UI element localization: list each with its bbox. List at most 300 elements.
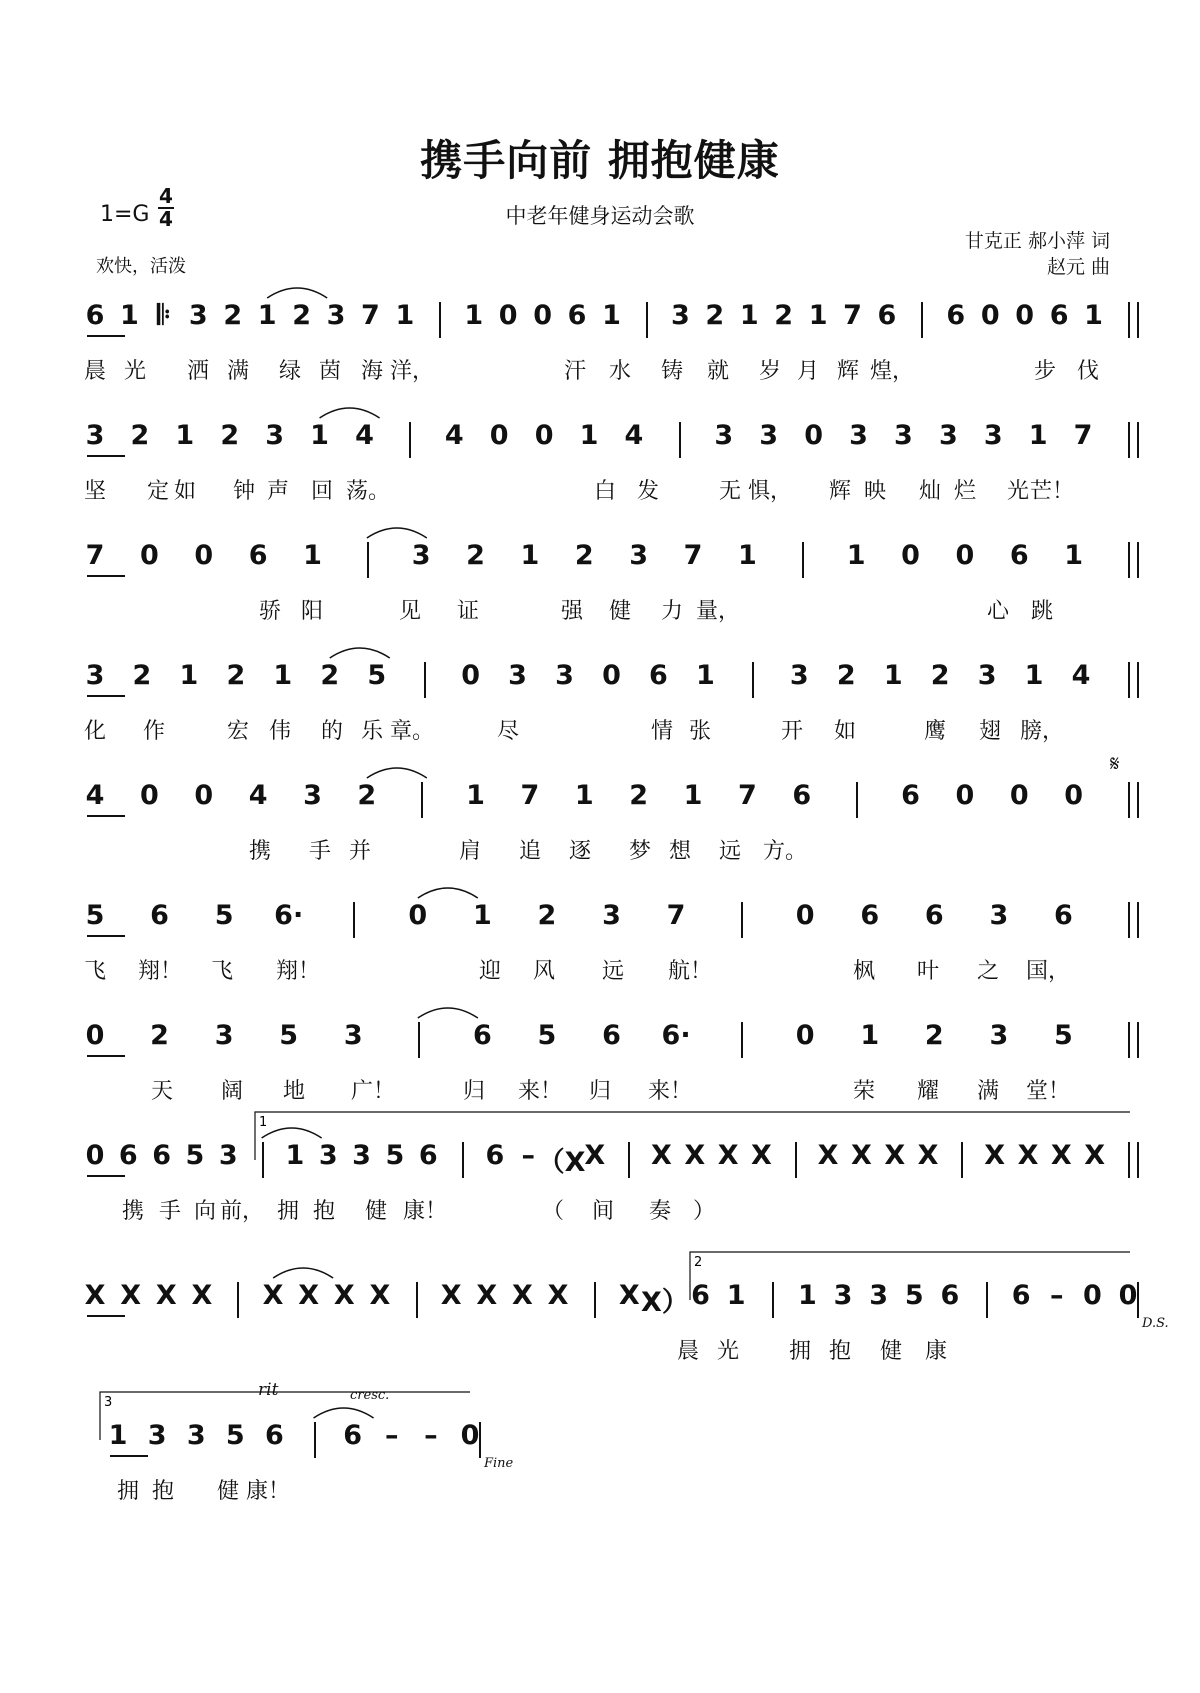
note: 2 (223, 300, 243, 331)
note: 4 (85, 780, 105, 811)
note: 6 (792, 780, 812, 811)
note: 0 (194, 780, 214, 811)
lyric-syllable: 强 (560, 599, 584, 624)
note: 1 (1084, 300, 1103, 331)
lyric-syllable: 归 (588, 1079, 612, 1104)
lyric-syllable: 心 (986, 599, 1010, 624)
slur (330, 648, 390, 658)
lyric-syllable: 远 (601, 959, 625, 984)
note: 3 (85, 660, 105, 691)
lyric-syllable: 发 (636, 479, 660, 504)
lyric-syllable: 飞 (210, 959, 234, 984)
note: 3 (849, 420, 868, 451)
note: 6 (691, 1280, 710, 1311)
lyric-syllable: 乐 (360, 719, 384, 744)
lyric-syllable: ） (692, 1199, 716, 1224)
note: 6 (924, 900, 944, 931)
note: 6 (248, 540, 268, 571)
note: 3 (602, 900, 621, 931)
note: X (884, 1140, 906, 1171)
note: 5 (537, 1020, 557, 1051)
note: 6 (649, 660, 668, 691)
meter-bottom: 4 (159, 207, 173, 231)
note: 3 (214, 1020, 234, 1051)
note: 0 (795, 1020, 815, 1051)
note: 3 (714, 420, 734, 451)
volta-number: 3 (104, 1395, 113, 1410)
note: 6 (567, 300, 587, 331)
note: 0 (408, 900, 428, 931)
lyric-syllable: 膀， (1019, 719, 1065, 744)
lyric-syllable: 如 (173, 479, 197, 504)
lyric-syllable: 堂！ (1025, 1079, 1071, 1104)
note: 7 (683, 540, 703, 571)
note: 0 (85, 1140, 105, 1171)
lyric-syllable: 荡。 (345, 479, 391, 504)
note: 1 (738, 540, 757, 571)
note: X (984, 1140, 1006, 1171)
lyric-syllable: 荣 (852, 1079, 876, 1104)
note: 0 (489, 420, 509, 451)
lyric-syllable: 康！ (402, 1199, 448, 1224)
lyric-syllable: 步 (1033, 359, 1057, 384)
lyric-syllable: 惧， (747, 479, 793, 504)
slur (262, 1128, 322, 1138)
note: 0 (1009, 780, 1029, 811)
lyric-syllable: 地 (282, 1079, 306, 1104)
lyric-syllable: 康 (924, 1339, 948, 1364)
song-title: 携手向前 拥抱健康 (420, 136, 780, 185)
lyric-syllable: 健 (364, 1199, 388, 1224)
note: 1 (1028, 420, 1048, 451)
lyric-syllable: （ (541, 1199, 565, 1224)
lyric-syllable: 之 (976, 959, 1000, 984)
note: 7 (361, 300, 380, 331)
note: X (1017, 1140, 1039, 1171)
note: 7 (843, 300, 862, 331)
lyric-syllable: 证 (456, 599, 480, 624)
lyric-syllable: 航！ (667, 959, 713, 984)
note: 0 (194, 540, 214, 571)
lyric-syllable: 辉 (836, 359, 860, 384)
note: 1 (798, 1280, 817, 1311)
note: 0 (85, 1020, 105, 1051)
lyric-syllable: 洋， (389, 359, 435, 384)
note: 3 (555, 660, 574, 691)
note: – (1050, 1280, 1064, 1311)
note: 2 (629, 780, 649, 811)
note: 3 (869, 1280, 889, 1311)
lyric-syllable: 辉 (828, 479, 852, 504)
note: 5 (85, 900, 105, 931)
lyric-syllable: 伟 (268, 719, 292, 744)
note: 3 (789, 660, 809, 691)
note: – (521, 1140, 535, 1171)
note: X (84, 1280, 106, 1311)
note: 1 (179, 660, 199, 691)
volta-bracket (690, 1252, 1130, 1300)
lyric-syllable: 肩 (458, 839, 482, 864)
note: 0 (139, 780, 159, 811)
note: 1 (257, 300, 277, 331)
note: 1 (303, 540, 322, 571)
lyric-syllable: 汗 (563, 359, 587, 384)
note: X (751, 1140, 772, 1171)
note: X (476, 1280, 498, 1311)
song-subtitle: 中老年健身运动会歌 (505, 204, 695, 228)
note: 7 (666, 900, 686, 931)
lyric-syllable: 灿 (918, 479, 942, 504)
lyric-syllable: 光 (123, 359, 147, 384)
note: 1 (579, 420, 599, 451)
note: 6 (940, 1280, 960, 1311)
note: X (917, 1140, 939, 1171)
lyric-syllable: 归 (462, 1079, 486, 1104)
note: 4 (355, 420, 374, 451)
lyric-syllable: 叶 (916, 959, 940, 984)
note: 3 (508, 660, 527, 691)
note: 3 (85, 420, 105, 451)
lyric-syllable: 烂 (953, 479, 977, 504)
slur (367, 528, 427, 538)
note: 1 (683, 780, 703, 811)
lyric-syllable: 翔！ (275, 959, 321, 984)
note: 1 (1064, 540, 1084, 571)
lyric-syllable: 风 (532, 959, 556, 984)
lyric-syllable: 宏 (226, 719, 250, 744)
note: 1 (273, 660, 293, 691)
lyric-syllable: 绿 (278, 359, 302, 384)
note: X (817, 1140, 839, 1171)
lyric-syllable: 海 (360, 359, 384, 384)
note: 5 (385, 1140, 405, 1171)
lyric-syllable: 向 (193, 1199, 217, 1224)
lyric-syllable: 伐 (1076, 359, 1100, 384)
lyric-syllable: 定 (146, 479, 170, 504)
lyric-syllable: 洒 (186, 359, 210, 384)
note: 4 (624, 420, 644, 451)
composer-credit: 赵元 曲 (1046, 256, 1110, 278)
note: 2 (466, 540, 485, 571)
lyric-syllable: 光 (716, 1339, 740, 1364)
lyric-syllable: 方。 (762, 839, 808, 864)
note: 1 (285, 1140, 305, 1171)
lyric-syllable: 月 (796, 359, 820, 384)
note: X (155, 1280, 177, 1311)
end-mark: Fine (484, 1456, 514, 1471)
note: 2 (574, 540, 594, 571)
lyric-syllable: 回 (310, 479, 334, 504)
note: 1 (846, 540, 866, 571)
note: 6 (150, 900, 169, 931)
lyric-syllable: 满 (976, 1079, 1000, 1104)
lyric-syllable: 满 (226, 359, 250, 384)
note: 0 (498, 300, 518, 331)
note: 3 (147, 1420, 167, 1451)
lyric-syllable: 尽 (496, 719, 520, 744)
note: X (298, 1280, 320, 1311)
volta-bracket (100, 1392, 470, 1440)
lyric-syllable: 作 (142, 719, 166, 744)
note: 6 (343, 1420, 363, 1451)
slur (418, 888, 478, 898)
lyric-syllable: 拥 (276, 1199, 300, 1224)
note: 6 (877, 300, 897, 331)
note: 2 (150, 1020, 169, 1051)
lyric-syllable: 迎 (478, 959, 502, 984)
note: 0 (534, 420, 554, 451)
note: 6 (602, 1020, 621, 1051)
note: 2 (774, 300, 794, 331)
lyric-syllable: 茵 (318, 359, 342, 384)
lyric-syllable: 追 (518, 839, 542, 864)
note: 6 (1009, 540, 1029, 571)
lyric-syllable: 鹰 (923, 719, 947, 744)
note: X (369, 1280, 391, 1311)
lyric-syllable: 映 (863, 479, 887, 504)
rit-marking: rit (258, 1380, 279, 1400)
lyric-syllable: 飞 (83, 959, 107, 984)
note: 1 (472, 900, 492, 931)
note: X (684, 1140, 706, 1171)
note: 1 (883, 660, 903, 691)
note: 0 (795, 900, 815, 931)
note: 0 (804, 420, 823, 451)
lyric-syllable: 就 (706, 359, 730, 384)
note: 1 (696, 660, 715, 691)
lyric-syllable: 前， (219, 1199, 265, 1224)
note: X (440, 1280, 462, 1311)
note: 3 (411, 540, 431, 571)
lyric-syllable: 如 (833, 719, 857, 744)
lyric-syllable: 拥 (116, 1479, 140, 1504)
cresc-marking: cresc. (350, 1388, 390, 1403)
note: 1 (520, 540, 540, 571)
lyric-syllable: 广！ (350, 1079, 396, 1104)
lyric-syllable: 白 (593, 479, 617, 504)
note: X (1050, 1140, 1072, 1171)
end-mark: D.S. (1142, 1316, 1169, 1331)
note: X (333, 1280, 355, 1311)
note: 𝄆 (157, 300, 171, 331)
lyric-syllable: 水 (608, 359, 632, 384)
note: 7 (1073, 420, 1093, 451)
lyric-syllable: 间 (591, 1199, 615, 1224)
lyric-syllable: 钟 (232, 479, 256, 504)
lyric-syllable: 逐 (568, 839, 592, 864)
lyric-syllable: 国， (1025, 959, 1071, 984)
lyric-syllable: 康！ (245, 1479, 291, 1504)
lyric-syllable: 晨 (676, 1339, 700, 1364)
lyric-syllable: 梦 (628, 839, 652, 864)
note: X (651, 1140, 672, 1171)
note: 0 (602, 660, 621, 691)
note: X (1084, 1140, 1106, 1171)
note: X (120, 1280, 142, 1311)
note: 1 (1024, 660, 1044, 691)
note: 1 (120, 300, 139, 331)
volta-number: 2 (694, 1255, 703, 1270)
note: 4 (444, 420, 464, 451)
note: 3 (352, 1140, 371, 1171)
note: 3 (318, 1140, 338, 1171)
lyric-syllable: 骄 (258, 599, 282, 624)
note: 0 (901, 540, 920, 571)
note: 1 (395, 300, 415, 331)
note: 5 (225, 1420, 245, 1451)
note: 7 (738, 780, 757, 811)
note: 6 (1049, 300, 1069, 331)
note: 7 (520, 780, 540, 811)
lyric-syllable: 耀 (916, 1079, 940, 1104)
note: （X (537, 1147, 586, 1178)
note: 6· (661, 1020, 691, 1051)
lyric-syllable: 抱 (312, 1199, 336, 1224)
slur (367, 768, 427, 778)
note: 2 (537, 900, 557, 931)
note: 1 (739, 300, 759, 331)
note: 0 (1118, 1280, 1138, 1311)
lyric-syllable: 无 (718, 479, 742, 504)
note: 2 (836, 660, 856, 691)
note: 5 (214, 900, 234, 931)
note: 3 (186, 1420, 206, 1451)
volta-number: 1 (259, 1115, 268, 1130)
lyric-syllable: 抱 (828, 1339, 852, 1364)
tempo-marking: 欢快，活泼 (96, 256, 186, 277)
lyric-syllable: 健 (608, 599, 632, 624)
note: 6 (265, 1420, 284, 1451)
note: 3 (670, 300, 690, 331)
lyric-syllable: 枫 (852, 959, 876, 984)
note: 3 (218, 1140, 238, 1171)
lyric-syllable: 的 (320, 719, 344, 744)
slur (314, 1408, 374, 1418)
lyric-syllable: 携 (248, 839, 272, 864)
note: 6 (1054, 900, 1073, 931)
note: 5 (185, 1140, 205, 1171)
lyric-syllable: 章。 (389, 719, 435, 744)
lyric-syllable: 力 (660, 599, 684, 624)
note: X (850, 1140, 872, 1171)
note: X (584, 1140, 606, 1171)
lyric-syllable: 量， (695, 599, 741, 624)
note: 0 (460, 1420, 480, 1451)
lyric-syllable: 奏 (648, 1199, 672, 1224)
note: 3 (977, 660, 997, 691)
note: 3 (326, 300, 346, 331)
note: 2 (357, 780, 377, 811)
segno-sign: 𝄋 (1110, 752, 1120, 777)
lyric-syllable: 情 (650, 719, 674, 744)
lyric-syllable: 携 (121, 1199, 145, 1224)
note: 2 (320, 660, 340, 691)
note: 6 (418, 1140, 438, 1171)
lyric-syllable: 远 (718, 839, 742, 864)
note: X (262, 1280, 284, 1311)
note: X (547, 1280, 569, 1311)
lyric-syllable: 来！ (517, 1079, 563, 1104)
note: 3 (303, 780, 322, 811)
lyric-syllable: 见 (398, 599, 422, 624)
note: 1 (175, 420, 195, 451)
note: 1 (808, 300, 828, 331)
lyric-syllable: 健 (879, 1339, 903, 1364)
note: 6 (152, 1140, 172, 1171)
lyric-syllable: 开 (780, 719, 804, 744)
note: X） (641, 1287, 689, 1318)
lyric-syllable: 声 (266, 479, 290, 504)
note: 3 (983, 420, 1003, 451)
lyric-syllable: 手 (158, 1199, 182, 1224)
note: 0 (955, 780, 975, 811)
note: 2 (226, 660, 246, 691)
note: 2 (292, 300, 311, 331)
volta-bracket (255, 1112, 1130, 1160)
lyric-syllable: 岁 (758, 359, 782, 384)
note: 0 (1015, 300, 1035, 331)
lyric-syllable: 健 (216, 1479, 240, 1504)
note: 3 (759, 420, 779, 451)
lyric-syllable: 煌， (869, 359, 915, 384)
lyric-syllable: 光 (1006, 479, 1030, 504)
note: 1 (726, 1280, 746, 1311)
note: 3 (833, 1280, 853, 1311)
note: 6 (472, 1020, 492, 1051)
note: 0 (1064, 780, 1084, 811)
note: 3 (343, 1020, 363, 1051)
lyricist-credit: 甘克正 郝小萍 词 (964, 230, 1110, 252)
lyric-syllable: 手 (308, 839, 332, 864)
lyric-syllable: 想 (668, 839, 692, 864)
lyric-syllable: 跳 (1030, 599, 1054, 624)
slur (418, 1008, 478, 1018)
lyric-syllable: 坚 (83, 479, 107, 504)
lyric-syllable: 天 (150, 1079, 174, 1104)
note: 1 (466, 780, 485, 811)
note: 2 (130, 420, 150, 451)
key-signature: 1=G (100, 202, 150, 227)
note: 0 (139, 540, 159, 571)
note: 0 (955, 540, 975, 571)
note: 3 (629, 540, 649, 571)
slur (267, 288, 327, 298)
lyric-syllable: 拥 (788, 1339, 812, 1364)
lyric-syllable: 翔！ (137, 959, 183, 984)
note: 6 (85, 300, 105, 331)
note: 6· (274, 900, 304, 931)
lyric-syllable: 芒！ (1029, 479, 1075, 504)
note: 6 (118, 1140, 138, 1171)
note: 0 (1082, 1280, 1102, 1311)
lyric-syllable: 翅 (978, 719, 1002, 744)
note: 3 (938, 420, 958, 451)
note: – (424, 1420, 438, 1451)
note: 2 (705, 300, 725, 331)
note: 1 (464, 300, 484, 331)
note: 5 (1054, 1020, 1073, 1051)
note: X (512, 1280, 533, 1311)
note: 0 (533, 300, 553, 331)
note: 5 (279, 1020, 299, 1051)
note: 1 (602, 300, 621, 331)
note: 3 (265, 420, 285, 451)
note: 4 (1071, 660, 1091, 691)
note: 1 (108, 1420, 128, 1451)
note: 2 (924, 1020, 944, 1051)
note: 2 (220, 420, 240, 451)
lyric-syllable: 晨 (83, 359, 107, 384)
